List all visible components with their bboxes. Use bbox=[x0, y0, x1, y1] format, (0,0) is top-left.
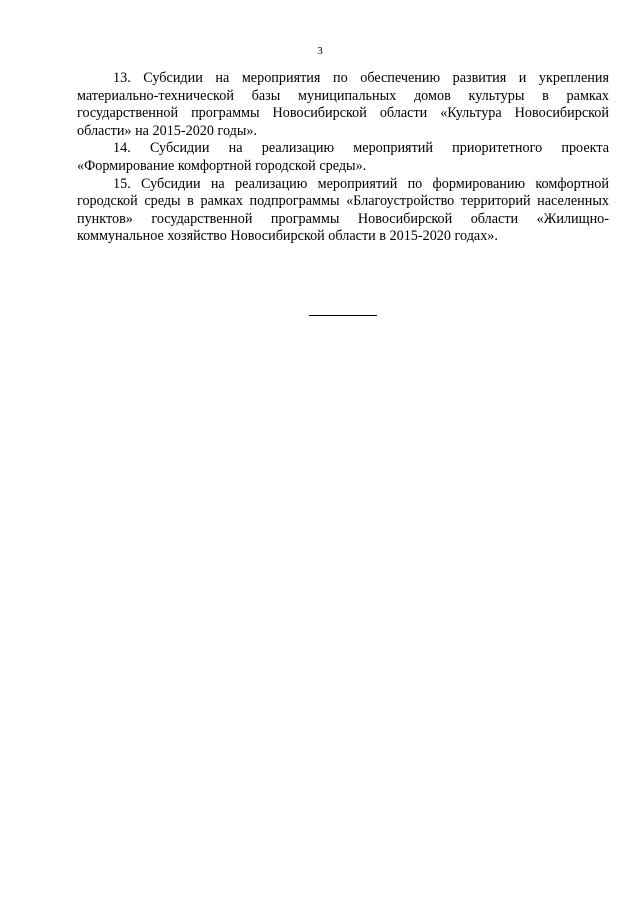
paragraph-item-13: 13. Субсидии на мероприятия по обеспечению развития и укрепления материально-технической базы муниципальных домов культуры в рамках государственной программы Новосибирской области «Культура Новосибирской области» на 2015-2020 годы». bbox=[77, 70, 609, 139]
document-body bbox=[77, 70, 609, 246]
page-number: 3 bbox=[317, 45, 323, 57]
end-separator-line bbox=[309, 315, 377, 316]
paragraph-item-14: 14. Субсидии на реализацию мероприятий приоритетного проекта «Формирование комфортной городской среды». bbox=[77, 140, 609, 174]
paragraph-item-15: 15. Субсидии на реализацию мероприятий по формированию комфортной городской среды в рамках подпрограммы «Благоустройство территорий населенных пунктов» государственной программы Новосибирской области «Жилищно-коммунальное хозяйство Новосибирской области в 2015-2020 годах». bbox=[77, 175, 609, 245]
